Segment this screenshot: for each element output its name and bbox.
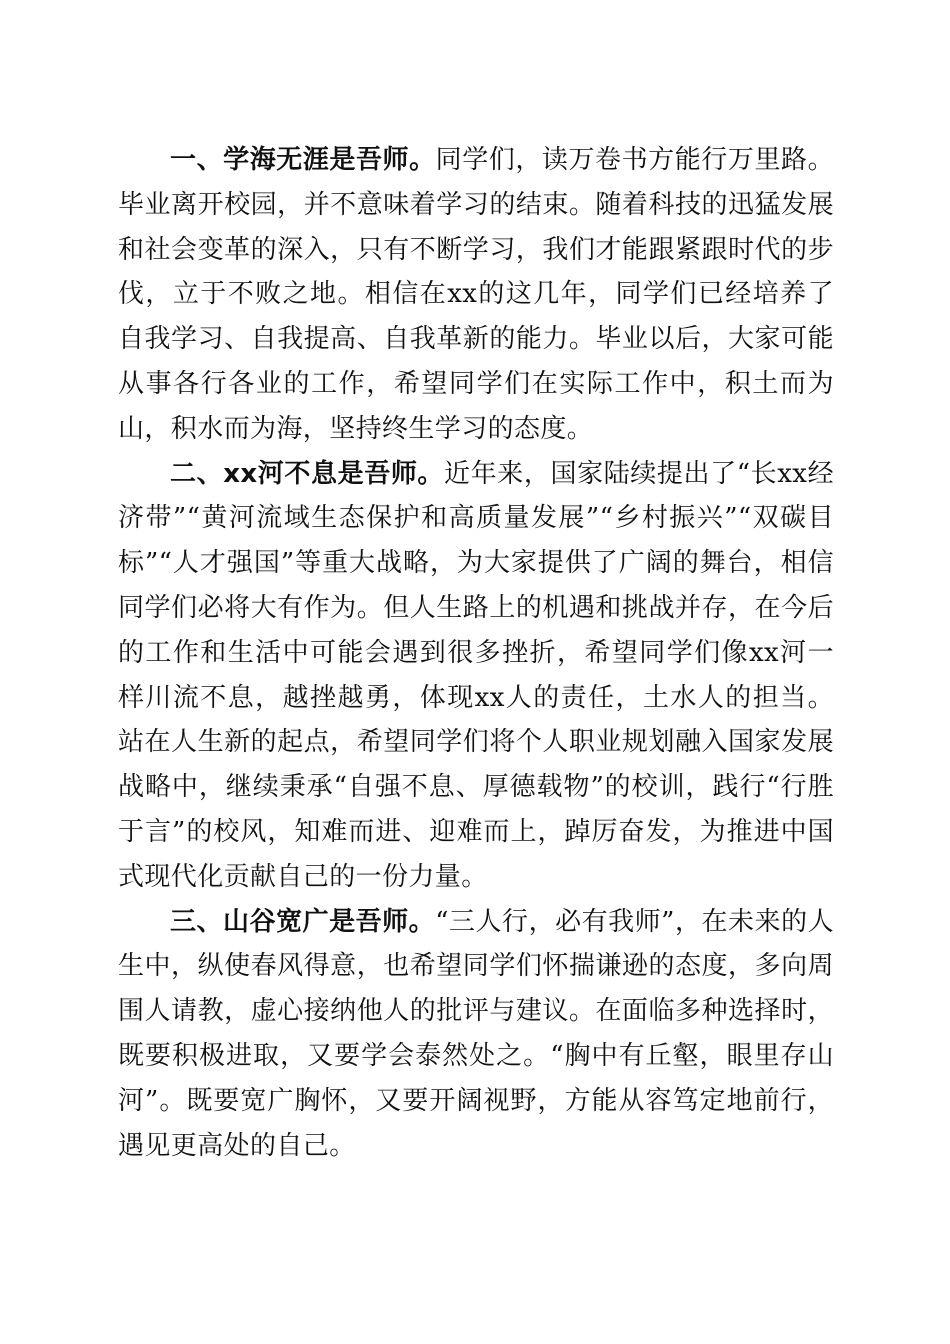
paragraph-river [118,452,834,900]
paragraph-heading: 三、山谷宽广是吾师。 [170,906,436,937]
paragraph-text: 近年来，国家陆续提出了“长xx经济带”“黄河流域生态保护和高质量发展”“乡村振兴”“双碳目标”“人才强国”等重大战略，为大家提供了广阔的舞台，相信同学们必将大有作为。但人生路上的机遇和挑战并存，在今后的工作和生活中可能会遇到很多挫折，希望同学们像xx河一样川流不息，越挫越勇，体现xx人的责任，土水人的担当。站在人生新的起点，希望同学们将个人职业规划融入国家发展战略中，继续秉承“自强不息、厚德载物”的校训，践行“行胜于言”的校风，知难而进、迎难而上，踔厉奋发，为推进中国式现代化贡献自己的一份力量。 [118,458,834,892]
document-body [118,138,834,1168]
paragraph-heading: 一、学海无涯是吾师。 [170,145,436,175]
paragraph-study [118,138,834,452]
paragraph-valley [118,900,834,1169]
paragraph-heading: 二、xx河不息是吾师。 [170,458,445,489]
paragraph-text: “三人行，必有我师”，在未来的人生中，纵使春风得意，也希望同学们怀揣谦逊的态度，多向周围人请教，虚心接纳他人的批评与建议。在面临多种选择时，既要积极进取，又要学会泰然处之。“胸中有丘壑，眼里存山河”。既要宽广胸怀，又要开阔视野，方能从容笃定地前行，遇见更高处的自己。 [118,906,834,1161]
paragraph-text: 同学们，读万卷书方能行万里路。毕业离开校园，并不意味着学习的结束。随着科技的迅猛发展和社会变革的深入，只有不断学习，我们才能跟紧跟时代的步伐，立于不败之地。相信在xx的这几年，同学们已经培养了自我学习、自我提高、自我革新的能力。毕业以后，大家可能从事各行各业的工作，希望同学们在实际工作中，积土而为山，积水而为海，坚持终生学习的态度。 [118,145,834,444]
